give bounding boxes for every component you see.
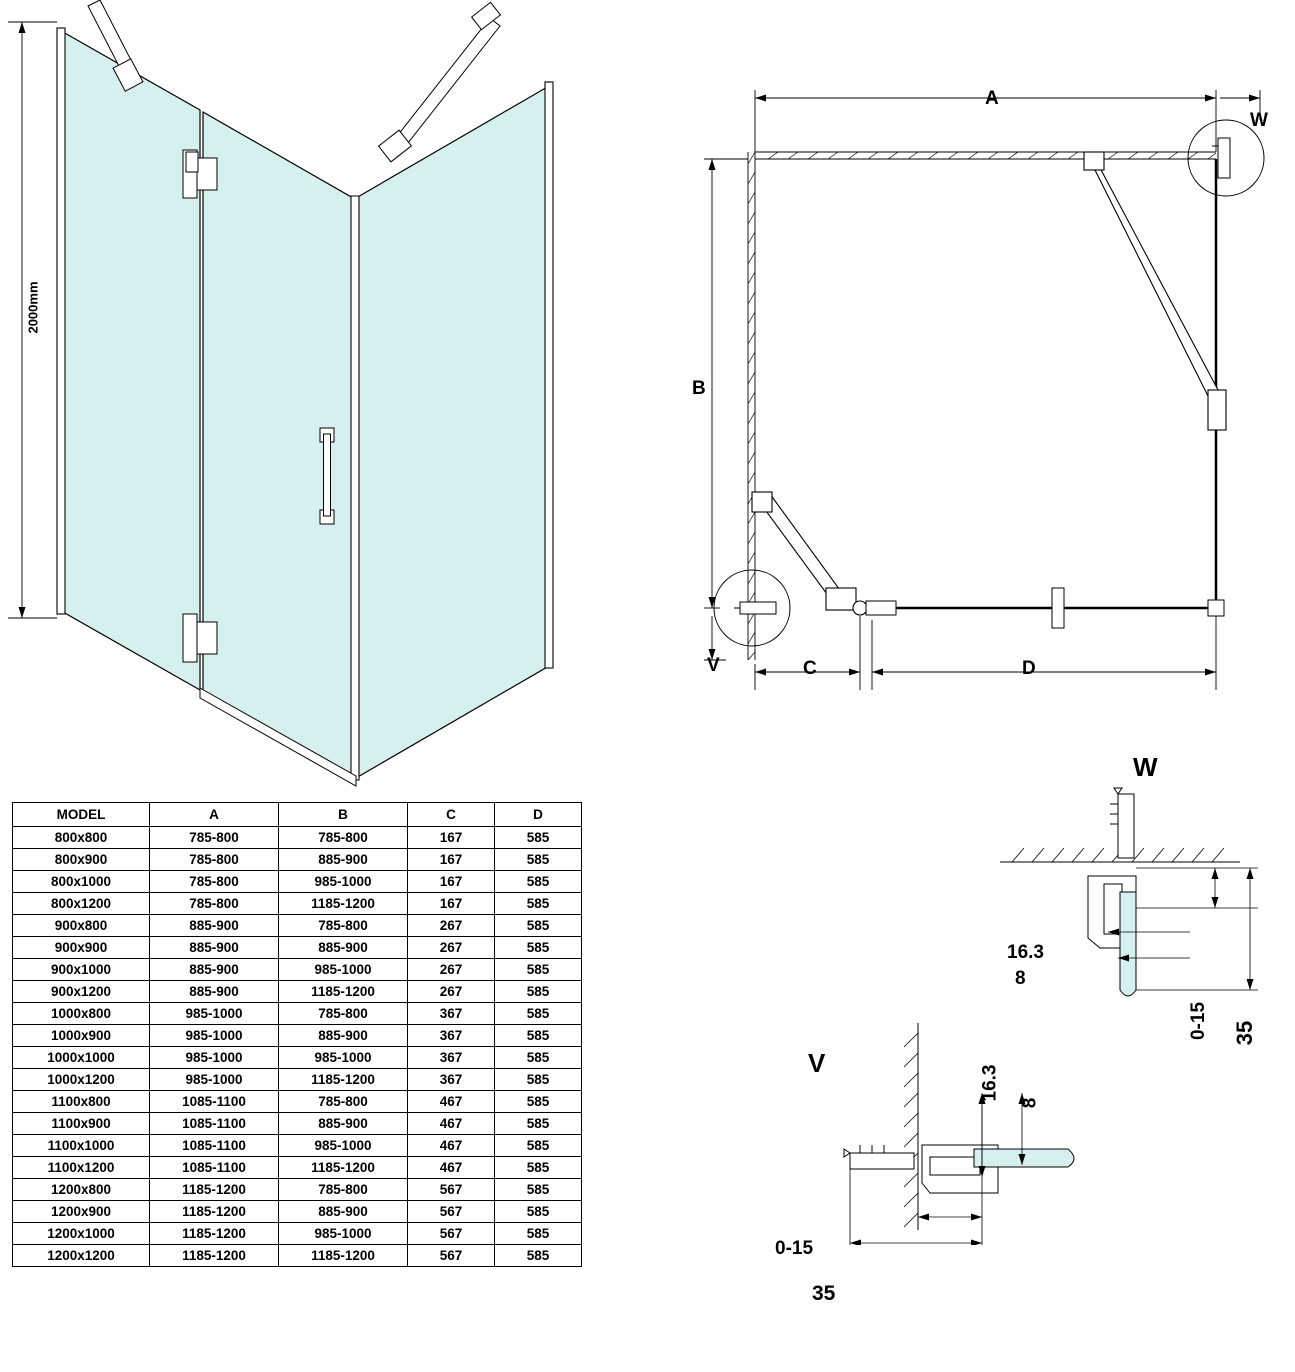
glass-panel-front-left: [63, 32, 200, 690]
cell-d: 585: [495, 1047, 582, 1069]
cell-a: 1085-1100: [150, 1135, 279, 1157]
cell-d: 585: [495, 981, 582, 1003]
cell-a: 885-900: [150, 959, 279, 981]
detail-w-title: W: [1133, 752, 1158, 782]
cell-model: 900x1000: [13, 959, 150, 981]
table-row: [13, 849, 582, 871]
dimension-d: [872, 616, 1216, 690]
dim-v-label: V: [707, 655, 720, 676]
door-pivot: [853, 601, 867, 615]
dim-b-label: B: [692, 378, 706, 399]
bottom-seal-profile: [866, 601, 896, 615]
cell-c: 167: [408, 871, 495, 893]
door-leaf-open-upper: [1084, 152, 1226, 430]
table-row: [13, 1135, 582, 1157]
cell-b: 785-800: [279, 1091, 408, 1113]
cell-model: 1100x800: [13, 1091, 150, 1113]
cell-model: 800x800: [13, 827, 150, 849]
dimension-b: [704, 159, 748, 608]
cell-b: 985-1000: [279, 1047, 408, 1069]
cell-a: 1185-1200: [150, 1245, 279, 1267]
cell-c: 267: [408, 959, 495, 981]
cell-c: 467: [408, 1091, 495, 1113]
detail-v-drawing: [830, 1005, 1210, 1245]
col-header-model: MODEL: [13, 803, 150, 827]
cell-model: 1100x1200: [13, 1157, 150, 1179]
cell-a: 885-900: [150, 937, 279, 959]
cell-b: 985-1000: [279, 959, 408, 981]
cell-c: 267: [408, 937, 495, 959]
cell-c: 367: [408, 1069, 495, 1091]
dimension-v-leader: [704, 616, 726, 660]
cell-d: 585: [495, 937, 582, 959]
cell-a: 1185-1200: [150, 1201, 279, 1223]
wall-left-hatch-lines: [748, 152, 755, 660]
cell-b: 885-900: [279, 1201, 408, 1223]
dim-c-label: C: [803, 658, 817, 679]
cell-model: 1100x900: [13, 1113, 150, 1135]
front-view-drawing: [0, 0, 600, 800]
table-row: [13, 1223, 582, 1245]
cell-d: 585: [495, 1091, 582, 1113]
cell-d: 585: [495, 1135, 582, 1157]
cell-a: 985-1000: [150, 1047, 279, 1069]
cell-model: 1000x900: [13, 1025, 150, 1047]
cell-d: 585: [495, 849, 582, 871]
cell-c: 367: [408, 1025, 495, 1047]
table-row: [13, 1025, 582, 1047]
detail-v-content: [734, 602, 776, 614]
left-wall-profile: [57, 28, 65, 614]
cell-model: 900x900: [13, 937, 150, 959]
cell-b: 785-800: [279, 1003, 408, 1025]
cell-c: 567: [408, 1245, 495, 1267]
cell-a: 885-900: [150, 981, 279, 1003]
detail-w-dim-8: 8: [1015, 968, 1026, 989]
table-row: [13, 1069, 582, 1091]
cell-d: 585: [495, 893, 582, 915]
detail-w-drawing: [1000, 780, 1295, 1010]
table-row: [13, 1245, 582, 1267]
cell-b: 885-900: [279, 849, 408, 871]
model-dimension-table: [12, 802, 582, 1267]
table-row: [13, 1003, 582, 1025]
cell-a: 1185-1200: [150, 1179, 279, 1201]
cell-b: 885-900: [279, 1025, 408, 1047]
cell-b: 1185-1200: [279, 1069, 408, 1091]
cell-c: 467: [408, 1157, 495, 1179]
cell-a: 1185-1200: [150, 1223, 279, 1245]
cell-model: 800x1000: [13, 871, 150, 893]
cell-model: 1200x900: [13, 1201, 150, 1223]
cell-b: 785-800: [279, 827, 408, 849]
cell-model: 800x900: [13, 849, 150, 871]
cell-b: 1185-1200: [279, 1157, 408, 1179]
cell-d: 585: [495, 1245, 582, 1267]
cell-b: 1185-1200: [279, 1245, 408, 1267]
dim-w-label: W: [1250, 110, 1268, 131]
detail-v-dim-8: 8: [1019, 1097, 1041, 1109]
cell-model: 1000x1200: [13, 1069, 150, 1091]
table-header-row: [13, 803, 582, 827]
cell-model: 1100x1000: [13, 1135, 150, 1157]
table-row: [13, 937, 582, 959]
detail-w-dim-163: 16.3: [1007, 942, 1044, 963]
detail-v-dim-163: 16.3: [979, 1064, 1001, 1102]
cell-model: 800x1200: [13, 893, 150, 915]
detail-v-dim-0-15: 0-15: [775, 1238, 814, 1259]
corner-profile-topview: [1208, 600, 1224, 616]
cell-model: 1200x1000: [13, 1223, 150, 1245]
cell-b: 885-900: [279, 937, 408, 959]
glass-detail-w: [1120, 892, 1136, 996]
cell-c: 367: [408, 1003, 495, 1025]
table-row: [13, 1157, 582, 1179]
detail-v-dim-35: 35: [812, 1282, 836, 1305]
detail-v-title: V: [808, 1048, 826, 1078]
cell-c: 467: [408, 1113, 495, 1135]
cell-model: 900x800: [13, 915, 150, 937]
cell-d: 585: [495, 1113, 582, 1135]
cell-b: 1185-1200: [279, 893, 408, 915]
top-view-drawing: [660, 60, 1280, 780]
cell-d: 585: [495, 1157, 582, 1179]
table-row: [13, 1201, 582, 1223]
cell-d: 585: [495, 1025, 582, 1047]
cell-a: 885-900: [150, 915, 279, 937]
cell-a: 785-800: [150, 893, 279, 915]
cell-d: 585: [495, 871, 582, 893]
table-row: [13, 1179, 582, 1201]
cell-d: 585: [495, 1069, 582, 1091]
cell-a: 1085-1100: [150, 1113, 279, 1135]
cell-b: 985-1000: [279, 1135, 408, 1157]
table-row: [13, 981, 582, 1003]
table-row: [13, 871, 582, 893]
cell-b: 785-800: [279, 915, 408, 937]
wall-left-hatch: [748, 152, 755, 660]
detail-w-dim-35: 35: [1232, 1020, 1258, 1046]
dim-d-label: D: [1022, 658, 1036, 679]
cell-a: 785-800: [150, 849, 279, 871]
cell-c: 167: [408, 849, 495, 871]
cell-d: 585: [495, 915, 582, 937]
cell-d: 585: [495, 1201, 582, 1223]
bottom-handle-topview: [1052, 588, 1064, 628]
cell-c: 567: [408, 1201, 495, 1223]
cell-c: 467: [408, 1135, 495, 1157]
cell-a: 1085-1100: [150, 1157, 279, 1179]
detail-w-content: [1212, 138, 1230, 178]
col-header-b: B: [279, 803, 408, 827]
wall-top-hatch-lines: [768, 152, 1216, 159]
corner-post: [351, 196, 359, 780]
table-row: [13, 915, 582, 937]
cell-d: 585: [495, 1179, 582, 1201]
cell-c: 267: [408, 915, 495, 937]
detail-w-dim-0-15: 0-15: [1188, 1001, 1210, 1041]
cell-a: 785-800: [150, 827, 279, 849]
cell-a: 985-1000: [150, 1003, 279, 1025]
cell-model: 1200x1200: [13, 1245, 150, 1267]
cell-a: 785-800: [150, 871, 279, 893]
cell-d: 585: [495, 1003, 582, 1025]
col-header-a: A: [150, 803, 279, 827]
cell-d: 585: [495, 1223, 582, 1245]
table-row: [13, 1113, 582, 1135]
table-row: [13, 959, 582, 981]
cell-model: 1200x800: [13, 1179, 150, 1201]
col-header-c: C: [408, 803, 495, 827]
glass-panel-side: [356, 86, 549, 778]
cell-c: 567: [408, 1223, 495, 1245]
cell-b: 1185-1200: [279, 981, 408, 1003]
cell-b: 985-1000: [279, 871, 408, 893]
cell-c: 267: [408, 981, 495, 1003]
cell-a: 985-1000: [150, 1025, 279, 1047]
table-row: [13, 1047, 582, 1069]
dim-a-label: A: [985, 88, 999, 109]
cell-c: 167: [408, 893, 495, 915]
door-leaf-open-lower: [752, 492, 856, 610]
table-row: [13, 827, 582, 849]
cell-c: 167: [408, 827, 495, 849]
table-row: [13, 1091, 582, 1113]
cell-d: 585: [495, 959, 582, 981]
cell-model: 1000x800: [13, 1003, 150, 1025]
wall-top-hatch: [755, 152, 1216, 159]
col-header-d: D: [495, 803, 582, 827]
height-label: 2000mm: [25, 281, 41, 334]
right-wall-profile: [545, 82, 553, 668]
cell-model: 900x1200: [13, 981, 150, 1003]
cell-b: 785-800: [279, 1179, 408, 1201]
cell-a: 1085-1100: [150, 1091, 279, 1113]
table-row: [13, 893, 582, 915]
cell-c: 367: [408, 1047, 495, 1069]
cell-b: 985-1000: [279, 1223, 408, 1245]
cell-d: 585: [495, 827, 582, 849]
cell-c: 567: [408, 1179, 495, 1201]
cell-b: 885-900: [279, 1113, 408, 1135]
cell-model: 1000x1000: [13, 1047, 150, 1069]
cell-a: 985-1000: [150, 1069, 279, 1091]
